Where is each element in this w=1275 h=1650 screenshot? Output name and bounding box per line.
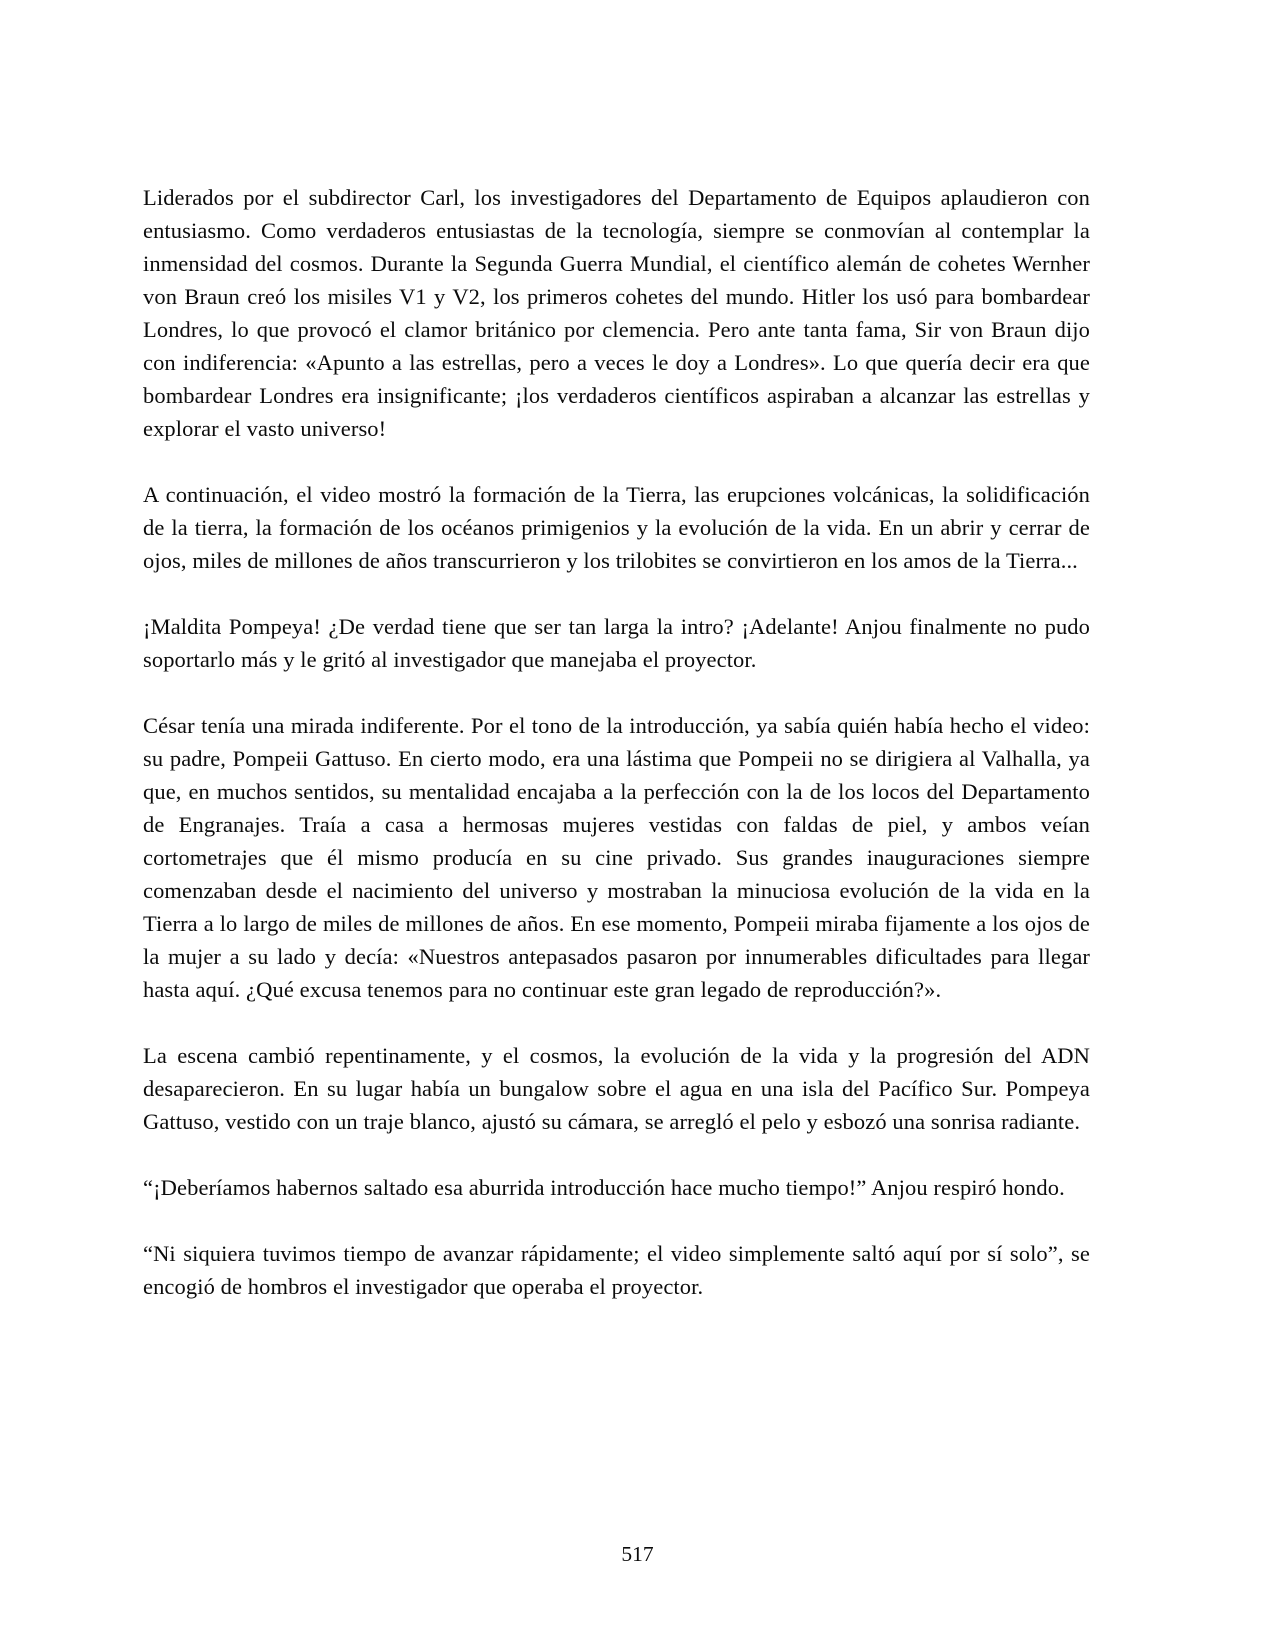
paragraph: César tenía una mirada indiferente. Por el tono de la introducción, ya sabía quién había hecho el video: su padre, Pompeii Gattuso. En cierto modo, era una lástima que Pompeii no se dirigiera al Valhalla, ya que, en muchos sentidos, su mentalidad encajaba a la perfección con la de los locos del Departamento de Engranajes. Traía a casa a hermosas mujeres vestidas con faldas de piel, y ambos veían cortometrajes que él mismo producía en su cine privado. Sus grandes inauguraciones siempre comenzaban desde el nacimiento del universo y mostraban la minuciosa evolución de la vida en la Tierra a lo largo de miles de millones de años. En ese momento, Pompeii miraba fijamente a los ojos de la mujer a su lado y decía: «Nuestros antepasados pasaron por innumerables dificultades para llegar hasta aquí. ¿Qué excusa tenemos para no continuar este gran legado de reproducción?». <box>143 713 1090 1002</box>
paragraph: “Ni siquiera tuvimos tiempo de avanzar rápidamente; el video simplemente saltó aquí por sí solo”, se encogió de hombros el investigador que operaba el proyector. <box>143 1241 1090 1299</box>
paragraph: Liderados por el subdirector Carl, los investigadores del Departamento de Equipos aplaudieron con entusiasmo. Como verdaderos entusiastas de la tecnología, siempre se conmovían al contemplar la inmensidad del cosmos. Durante la Segunda Guerra Mundial, el científico alemán de cohetes Wernher von Braun creó los misiles V1 y V2, los primeros cohetes del mundo. Hitler los usó para bombardear Londres, lo que provocó el clamor británico por clemencia. Pero ante tanta fama, Sir von Braun dijo con indiferencia: «Apunto a las estrellas, pero a veces le doy a Londres». Lo que quería decir era que bombardear Londres era insignificante; ¡los verdaderos científicos aspiraban a alcanzar las estrellas y explorar el vasto universo! <box>143 185 1090 441</box>
paragraph: La escena cambió repentinamente, y el cosmos, la evolución de la vida y la progresión del ADN desaparecieron. En su lugar había un bungalow sobre el agua en una isla del Pacífico Sur. Pompeya Gattuso, vestido con un traje blanco, ajustó su cámara, se arregló el pelo y esbozó una sonrisa radiante. <box>143 1043 1090 1134</box>
paragraph: A continuación, el video mostró la formación de la Tierra, las erupciones volcánicas, la solidificación de la tierra, la formación de los océanos primigenios y la evolución de la vida. En un abrir y cerrar de ojos, miles de millones de años transcurrieron y los trilobites se convirtieron en los amos de la Tierra... <box>143 482 1090 573</box>
body-text <box>143 181 1090 1336</box>
paragraph: ¡Maldita Pompeya! ¿De verdad tiene que ser tan larga la intro? ¡Adelante! Anjou finalmente no pudo soportarlo más y le gritó al investigador que manejaba el proyector. <box>143 614 1090 672</box>
page-number: 517 <box>621 1542 654 1566</box>
paragraph: “¡Deberíamos habernos saltado esa aburrida introducción hace mucho tiempo!” Anjou respiró hondo. <box>143 1175 1065 1200</box>
